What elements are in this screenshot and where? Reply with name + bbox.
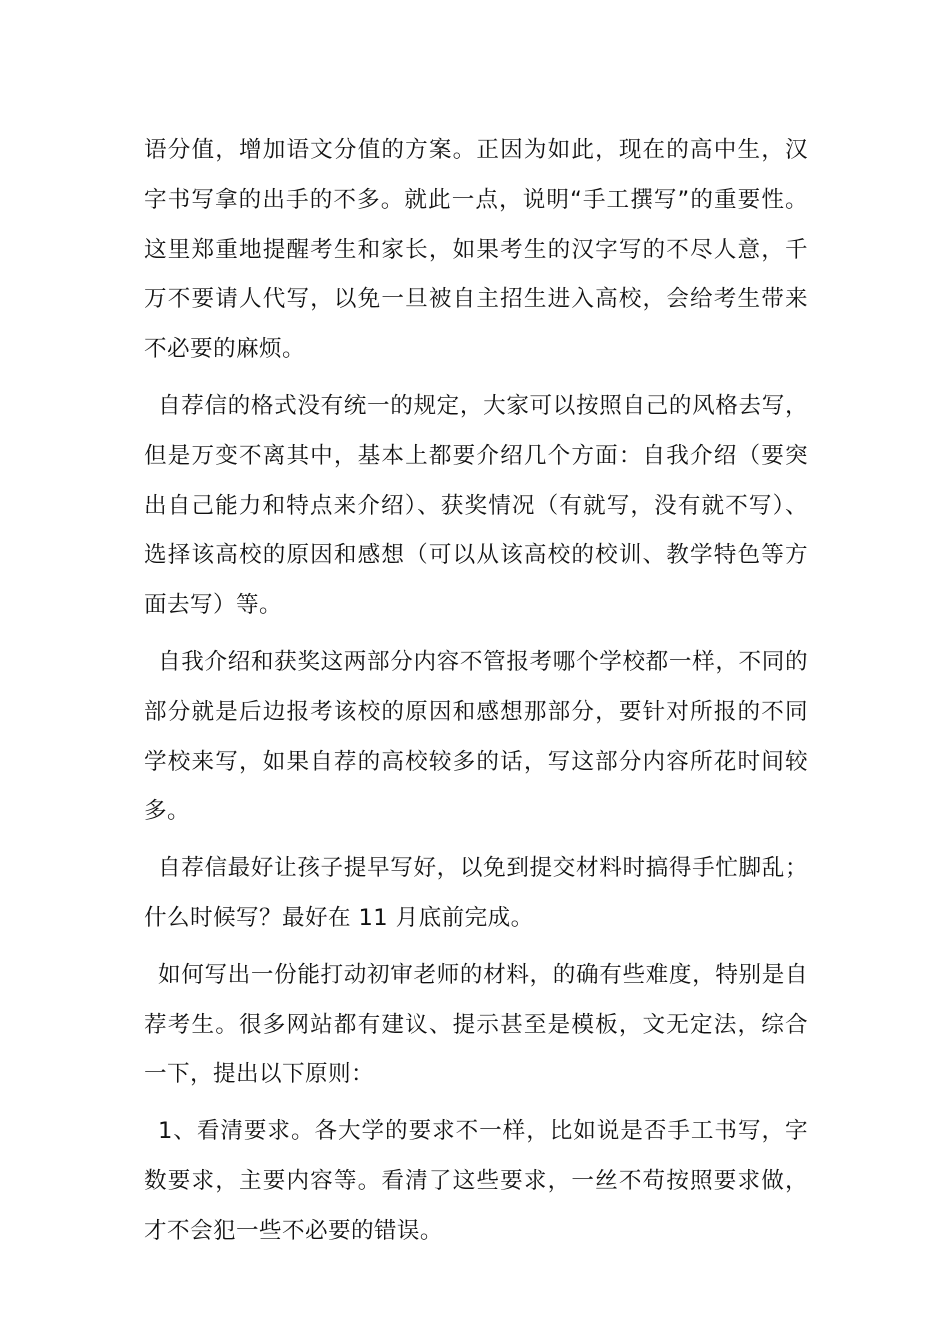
paragraph-2: 自荐信的格式没有统一的规定，大家可以按照自己的风格去写，但是万变不离其中，基本上都要介绍几个方面：自我介绍（要突出自己能力和特点来介绍）、获奖情况（有就写，没有就不写）、选择该高校的原因和感想（可以从该高校的校训、教学特色等方面去写）等。 <box>144 392 808 619</box>
paragraph-6: 1、看清要求。各大学的要求不一样，比如说是否手工书写，字数要求，主要内容等。看清了这些要求，一丝不苟按照要求做，才不会犯一些不必要的错误。 <box>144 1118 808 1244</box>
paragraph-4: 自荐信最好让孩子提早写好，以免到提交材料时搞得手忙脚乱；什么时候写？最好在 11 月底前完成。 <box>144 855 808 931</box>
paragraph-3: 自我介绍和获奖这两部分内容不管报考哪个学校都一样，不同的部分就是后边报考该校的原因和感想那部分，要针对所报的不同学校来写，如果自荐的高校较多的话，写这部分内容所花时间较多。 <box>144 648 808 825</box>
paragraph-1: 语分值，增加语文分值的方案。正因为如此，现在的高中生，汉字书写拿的出手的不多。就此一点，说明“手工撰写”的重要性。这里郑重地提醒考生和家长，如果考生的汉字写的不尽人意，千万不要请人代写，以免一旦被自主招生进入高校，会给考生带来不必要的麻烦。 <box>144 137 808 363</box>
paragraph-5: 如何写出一份能打动初审老师的材料，的确有些难度，特别是自荐考生。很多网站都有建议、提示甚至是模板，文无定法，综合一下，提出以下原则： <box>144 961 808 1088</box>
document-body <box>144 126 808 1264</box>
